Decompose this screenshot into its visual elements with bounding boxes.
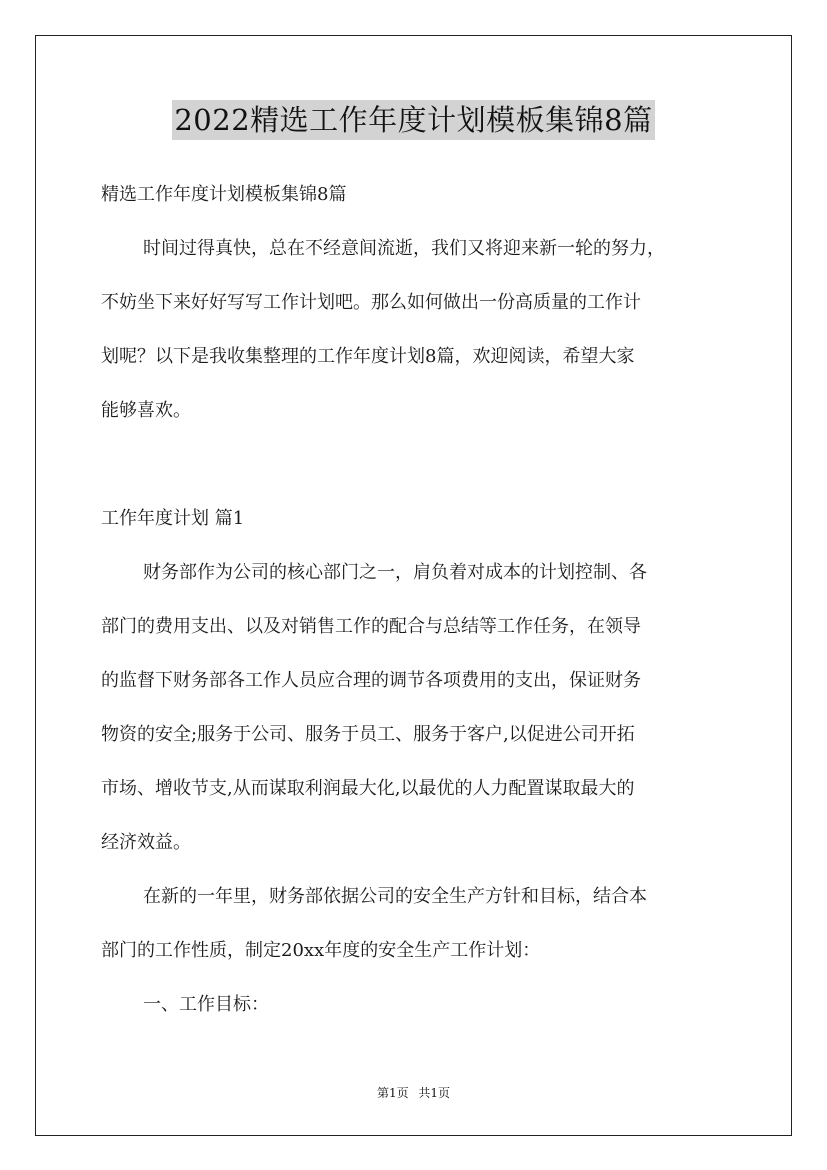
list-item-heading: 一、工作目标： bbox=[143, 994, 269, 1015]
page-number-current: 第1页 bbox=[376, 1086, 409, 1100]
para1-line-1: 财务部作为公司的核心部门之一，肩负着对成本的计划控制、各 bbox=[143, 562, 647, 583]
para1-line-5: 市场、增收节支,从而谋取利润最大化,以最优的人力配置谋取最大的 bbox=[101, 778, 635, 799]
page-number-total: 共1页 bbox=[418, 1086, 451, 1100]
para1-line-6: 经济效益。 bbox=[101, 832, 191, 853]
section-heading: 工作年度计划 篇1 bbox=[101, 508, 245, 529]
para2-line-2: 部门的工作性质，制定20xx年度的安全生产工作计划： bbox=[101, 940, 541, 961]
intro-line-4: 能够喜欢。 bbox=[101, 400, 191, 421]
intro-line-1: 时间过得真快，总在不经意间流逝，我们又将迎来新一轮的努力， bbox=[143, 238, 665, 259]
title-container bbox=[0, 100, 827, 140]
document-title: 2022精选工作年度计划模板集锦8篇 bbox=[172, 100, 654, 140]
para1-line-2: 部门的费用支出、以及对销售工作的配合与总结等工作任务，在领导 bbox=[101, 616, 641, 637]
intro-line-2: 不妨坐下来好好写写工作计划吧。那么如何做出一份高质量的工作计 bbox=[101, 292, 641, 313]
document-subtitle: 精选工作年度计划模板集锦8篇 bbox=[101, 184, 347, 205]
para1-line-4: 物资的安全;服务于公司、服务于员工、服务于客户,以促进公司开拓 bbox=[101, 724, 635, 745]
intro-line-3: 划呢？以下是我收集整理的工作年度计划8篇，欢迎阅读，希望大家 bbox=[101, 346, 635, 367]
page-footer bbox=[0, 1084, 827, 1101]
para2-line-1: 在新的一年里，财务部依据公司的安全生产方针和目标，结合本 bbox=[143, 886, 647, 907]
para1-line-3: 的监督下财务部各工作人员应合理的调节各项费用的支出，保证财务 bbox=[101, 670, 641, 691]
